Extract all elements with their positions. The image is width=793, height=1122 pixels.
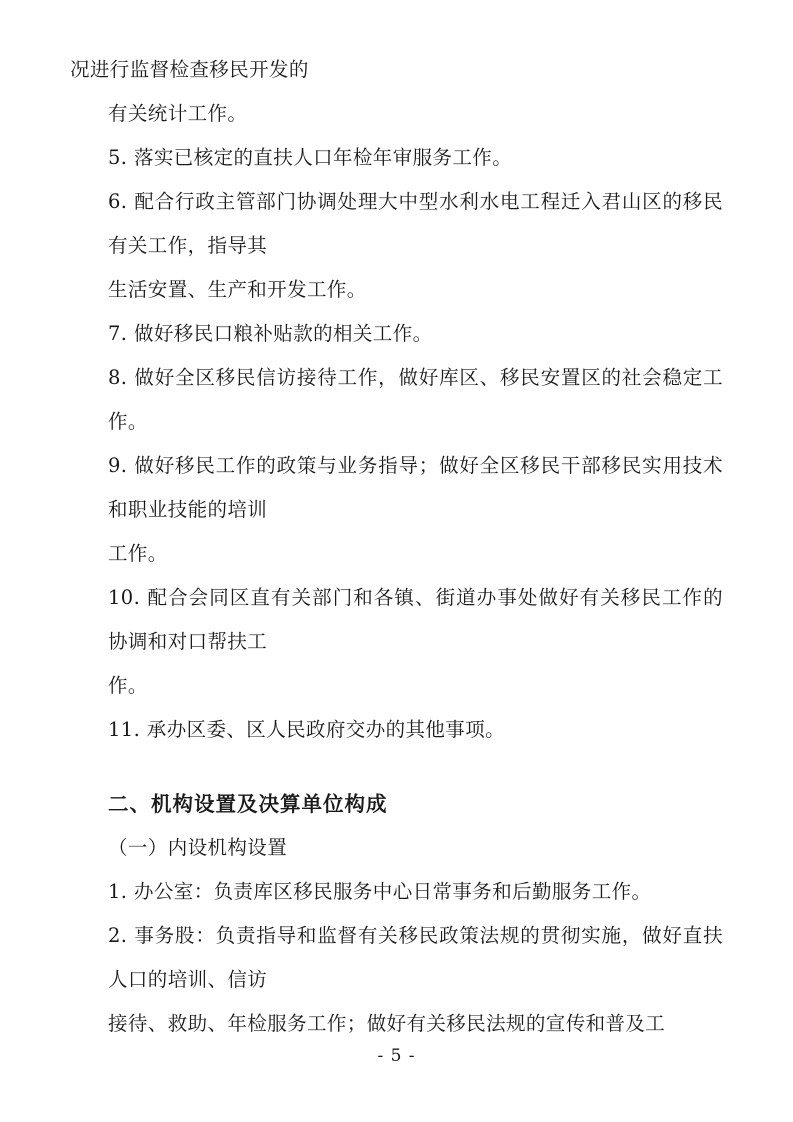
paragraph: 工作。 xyxy=(108,542,168,565)
list-item-10: 10. 配合会同区直有关部门和各镇、街道办事处做好有关移民工作的协调和对口帮扶工 xyxy=(108,586,723,653)
section-heading: 二、机构设置及决算单位构成 xyxy=(108,792,388,816)
list-item-7: 7. 做好移民口粮补贴款的相关工作。 xyxy=(108,322,433,345)
paragraph: 作。 xyxy=(108,674,148,697)
paragraph: 接待、救助、年检服务工作；做好有关移民法规的宣传和普及工 xyxy=(108,1012,666,1035)
list-item-9: 9. 做好移民工作的政策与业务指导；做好全区移民干部移民实用技术和职业技能的培训 xyxy=(108,454,723,521)
list-item-11: 11. 承办区委、区人民政府交办的其他事项。 xyxy=(108,718,506,741)
page-number: - 5 - xyxy=(377,1046,416,1066)
list-item-5: 5. 落实已核定的直扶人口年检年审服务工作。 xyxy=(108,146,513,169)
paragraph-continuation: 况进行监督检查移民开发的 xyxy=(70,58,309,81)
paragraph: 有关统计工作。 xyxy=(108,102,248,125)
paragraph: 生活安置、生产和开发工作。 xyxy=(108,278,367,301)
list-item-6: 6. 配合行政主管部门协调处理大中型水利水电工程迁入君山区的移民有关工作，指导其 xyxy=(108,190,723,257)
document-body xyxy=(70,48,723,1046)
list-item-office: 1. 办公室：负责库区移民服务中心日常事务和后勤服务工作。 xyxy=(108,880,652,903)
list-item-affairs: 2. 事务股：负责指导和监督有关移民政策法规的贯彻实施，做好直扶人口的培训、信访 xyxy=(108,924,723,991)
section-spacer xyxy=(70,752,723,782)
subsection-heading: （一）内设机构设置 xyxy=(108,836,288,859)
list-item-8: 8. 做好全区移民信访接待工作，做好库区、移民安置区的社会稳定工作。 xyxy=(108,366,723,433)
